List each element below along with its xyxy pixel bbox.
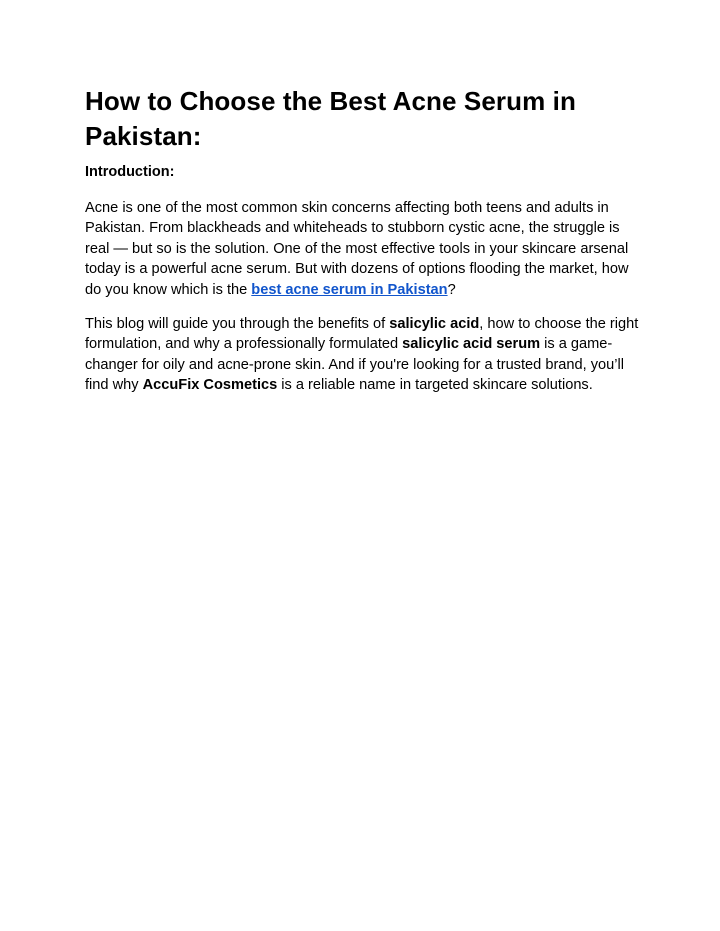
overview-text-3: is a game-changer for oily and acne-prone skin. And if you're looking for a trusted brand, you’ll find why xyxy=(85,336,625,394)
overview-text-1: This blog will guide you through the benefits of xyxy=(85,316,390,333)
salicylic-acid-serum-bold: salicylic acid serum xyxy=(402,336,541,353)
salicylic-acid-bold: salicylic acid xyxy=(389,316,480,333)
overview-text-4: is a reliable name in targeted skincare solutions. xyxy=(277,377,593,394)
best-acne-serum-link[interactable]: best acne serum in Pakistan xyxy=(251,281,448,298)
accufix-cosmetics-bold: AccuFix Cosmetics xyxy=(142,377,278,394)
page-title: How to Choose the Best Acne Serum in Pakistan: xyxy=(85,86,576,151)
introduction-heading: Introduction: xyxy=(85,164,175,180)
document-page xyxy=(85,84,645,396)
intro-paragraph xyxy=(85,198,645,300)
overview-text-2: , how to choose the right formulation, and why a professionally formulated xyxy=(85,316,639,353)
blog-overview-paragraph xyxy=(85,314,645,396)
intro-paragraph-end: ? xyxy=(447,281,456,298)
intro-paragraph-text: Acne is one of the most common skin concerns affecting both teens and adults in Pakistan. From blackheads and whiteheads to stubborn cystic acne, the struggle is real — but so is the solution. One of the most effective tools in your skincare arsenal today is a powerful acne serum. But with dozens of options flooding the market, how do you know which is the xyxy=(85,200,629,298)
